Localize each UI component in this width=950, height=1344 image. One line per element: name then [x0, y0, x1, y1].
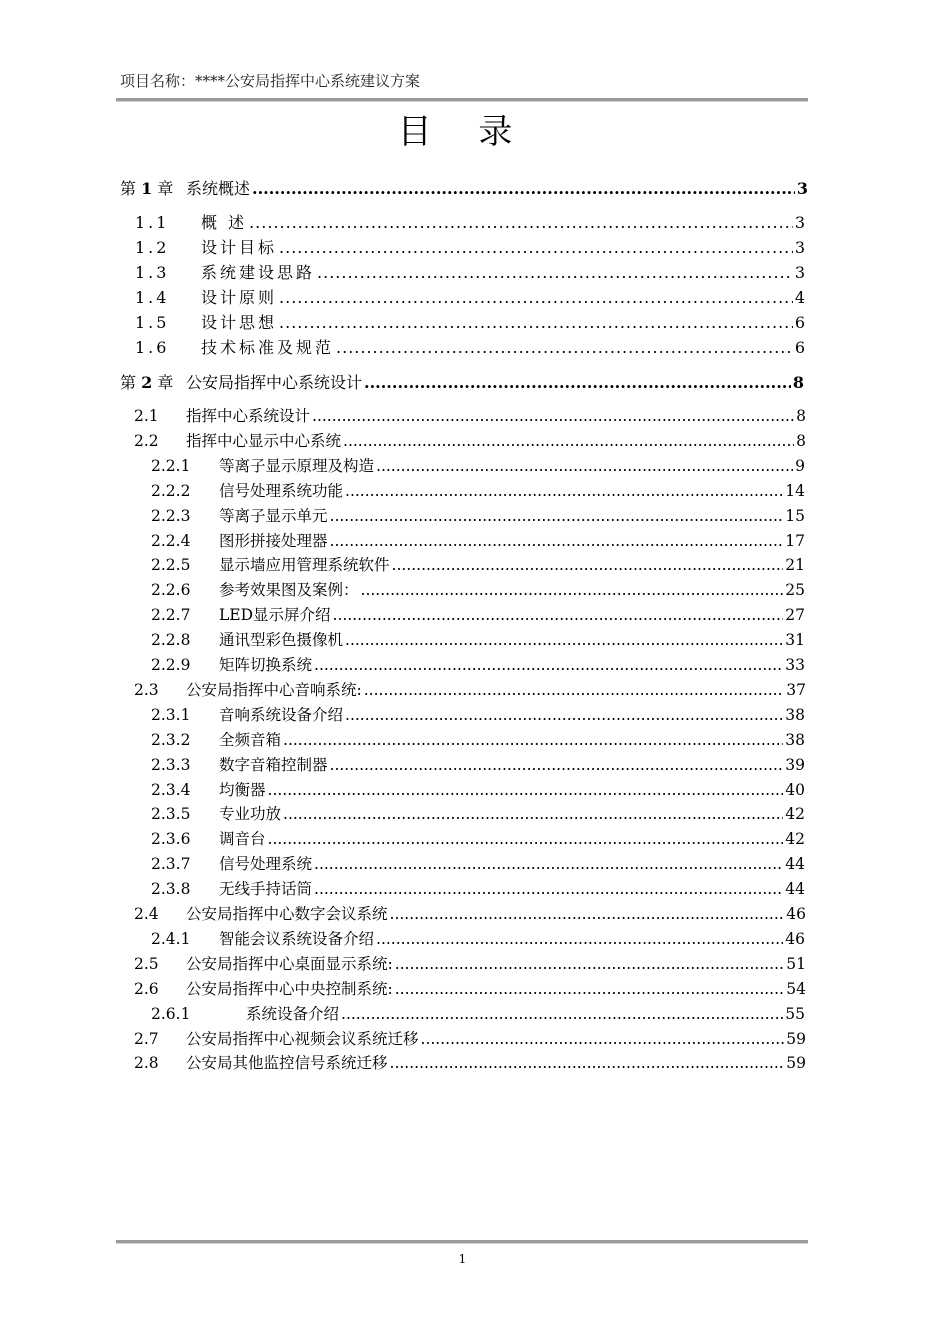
page-ref: 37	[786, 680, 806, 699]
entry-title: 通讯型彩色摄像机	[219, 631, 344, 650]
dot-leader	[336, 338, 793, 357]
dot-leader	[314, 880, 783, 898]
dot-leader	[395, 955, 785, 973]
section-title: 概 述	[201, 213, 248, 232]
page-ref: 8	[792, 373, 804, 392]
entry-title: 指挥中心显示中心系统	[186, 431, 342, 450]
dot-leader	[390, 905, 785, 923]
toc-entry-2-2-3[interactable]	[151, 504, 805, 526]
section-number: 1.4	[135, 288, 170, 307]
page-ref: 59	[786, 1054, 806, 1073]
entry-number: 2.3.4	[151, 780, 191, 799]
toc-entry-2-5[interactable]	[134, 952, 806, 974]
page-ref: 27	[785, 606, 805, 625]
dot-leader	[376, 930, 783, 948]
section-title: 设计原则	[201, 288, 278, 307]
dot-leader	[421, 1030, 785, 1048]
entry-title: 公安局其他监控信号系统迁移	[186, 1054, 388, 1073]
page-ref: 3	[794, 213, 808, 232]
page-ref: 3	[796, 179, 808, 198]
dot-leader	[283, 731, 783, 749]
toc-entry-2-2-1[interactable]	[151, 454, 805, 476]
toc-entry-2-2-9[interactable]	[151, 653, 805, 675]
entry-title: 无线手持话筒	[219, 880, 313, 899]
page-ref: 9	[795, 456, 805, 475]
entry-title: 公安局指挥中心桌面显示系统:	[186, 954, 393, 973]
entry-title: 公安局指挥中心音响系统:	[186, 680, 362, 699]
dot-leader	[317, 263, 793, 282]
entry-title: 矩阵切换系统	[219, 656, 313, 674]
toc-section-1-2[interactable]	[135, 235, 808, 258]
section-number: 1.1	[135, 213, 170, 232]
page-ref: 14	[785, 481, 805, 500]
entry-number: 2.2.9	[151, 656, 191, 674]
entry-title: 图形拼接处理器	[219, 531, 328, 550]
entry-number: 2.2.3	[151, 506, 191, 525]
toc-entry-2-3-5[interactable]	[151, 802, 805, 824]
toc-section-1-6[interactable]	[135, 335, 808, 358]
entry-number: 2.3.6	[151, 830, 191, 849]
chapter-title: 公安局指挥中心系统设计	[186, 373, 363, 392]
toc-entry-2-2[interactable]	[134, 429, 806, 451]
dot-leader	[343, 432, 794, 450]
entry-number: 2.2.7	[151, 606, 191, 625]
entry-title: 公安局指挥中心数字会议系统	[186, 905, 388, 923]
dot-leader	[392, 556, 784, 574]
toc-entry-2-4[interactable]	[134, 902, 806, 924]
section-title: 设计思想	[201, 313, 278, 332]
toc-entry-2-1[interactable]	[134, 404, 806, 426]
entry-number: 2.3.5	[151, 805, 191, 824]
toc-entry-2-3-3[interactable]	[151, 753, 805, 775]
section-title: 技术标准及规范	[201, 338, 335, 357]
toc-entry-2-6-1[interactable]	[151, 1002, 805, 1024]
toc-section-1-5[interactable]	[135, 310, 808, 333]
entry-number: 2.6.1	[151, 1004, 191, 1023]
toc-entry-2-2-2[interactable]	[151, 479, 805, 501]
page-ref: 38	[785, 705, 805, 724]
dot-leader	[279, 238, 793, 257]
entry-title: 专业功放	[219, 805, 282, 824]
toc-entry-2-3-7[interactable]	[151, 852, 805, 874]
chapter-number: 第 1 章	[120, 179, 174, 198]
chapter-number: 第 2 章	[120, 373, 174, 392]
dot-leader	[268, 830, 784, 848]
document-header: 项目名称：****公安局指挥中心系统建议方案	[120, 72, 421, 90]
toc-entry-2-3-4[interactable]	[151, 778, 805, 800]
dot-leader	[330, 532, 784, 550]
entry-title: 全频音箱	[219, 730, 282, 749]
toc-entry-2-2-4[interactable]	[151, 529, 805, 551]
entry-number: 2.2.4	[151, 531, 191, 550]
entry-number: 2.3.3	[151, 755, 191, 774]
entry-title: 公安局指挥中心视频会议系统迁移	[186, 1029, 419, 1048]
entry-number: 2.4.1	[151, 929, 191, 948]
page-ref: 17	[785, 531, 805, 550]
toc-entry-2-2-6[interactable]	[151, 578, 805, 600]
footer-rule	[116, 1240, 808, 1244]
page-ref: 44	[785, 880, 805, 899]
toc-chapter-1[interactable]	[120, 176, 808, 199]
page-ref: 59	[786, 1029, 806, 1048]
dot-leader	[390, 1054, 785, 1072]
page-ref: 42	[785, 805, 805, 824]
entry-number: 2.3.7	[151, 855, 191, 874]
page-ref: 15	[785, 506, 805, 525]
dot-leader	[330, 756, 784, 774]
entry-title: 音响系统设备介绍	[219, 705, 344, 724]
chapter-title: 系统概述	[186, 179, 251, 198]
entry-number: 2.7	[134, 1029, 159, 1048]
toc-entry-2-3[interactable]	[134, 678, 806, 700]
toc-section-1-3[interactable]	[135, 260, 808, 283]
dot-leader	[312, 407, 794, 425]
entry-title: 系统设备介绍	[246, 1004, 340, 1023]
entry-number: 2.1	[134, 407, 159, 425]
page-ref: 25	[785, 581, 805, 600]
page-ref: 38	[785, 730, 805, 749]
dot-leader	[279, 313, 793, 332]
dot-leader	[279, 288, 793, 307]
page-ref: 3	[794, 263, 808, 282]
section-number: 1.6	[135, 338, 170, 357]
entry-number: 2.2.8	[151, 631, 191, 650]
toc-chapter-2[interactable]	[120, 370, 804, 393]
section-number: 1.3	[135, 263, 170, 282]
toc-entry-2-3-6[interactable]	[151, 827, 805, 849]
page-ref: 39	[785, 755, 805, 774]
dot-leader	[376, 457, 793, 475]
entry-title: 智能会议系统设备介绍	[219, 929, 375, 948]
toc-section-1-4[interactable]	[135, 285, 808, 308]
dot-leader	[341, 1005, 783, 1023]
entry-number: 2.2.6	[151, 581, 191, 600]
page-ref: 3	[794, 238, 808, 257]
page-ref: 6	[794, 338, 808, 357]
dot-leader	[345, 631, 783, 649]
entry-title: 指挥中心系统设计	[186, 407, 311, 425]
section-title: 设计目标	[201, 238, 278, 257]
entry-title: LED显示屏介绍	[219, 606, 331, 625]
entry-title: 公安局指挥中心中央控制系统:	[186, 979, 393, 998]
page-ref: 44	[785, 855, 805, 874]
page-ref: 42	[785, 830, 805, 849]
page-ref: 21	[785, 556, 805, 575]
dot-leader	[283, 805, 783, 823]
entry-number: 2.2	[134, 431, 159, 450]
page-ref: 46	[785, 929, 805, 948]
entry-title: 调音台	[219, 830, 266, 849]
entry-number: 2.2.1	[151, 456, 191, 475]
entry-number: 2.3.8	[151, 880, 191, 899]
page-ref: 31	[785, 631, 805, 650]
entry-title: 信号处理系统	[219, 855, 313, 874]
toc-entry-2-3-8[interactable]	[151, 877, 805, 899]
dot-leader	[345, 706, 783, 724]
dot-leader	[268, 781, 784, 799]
section-title: 系统建设思路	[201, 263, 316, 282]
entry-title: 等离子显示单元	[219, 506, 328, 525]
toc-title: 目 录	[397, 112, 531, 152]
entry-title: 参考效果图及案例：	[219, 581, 359, 600]
toc-entry-2-2-8[interactable]	[151, 628, 805, 650]
dot-leader	[314, 855, 783, 873]
page-ref: 8	[796, 431, 806, 450]
page-ref: 8	[796, 407, 806, 425]
entry-number: 2.5	[134, 954, 159, 973]
page-ref: 54	[786, 979, 806, 998]
dot-leader	[345, 482, 783, 500]
entry-title: 信号处理系统功能	[219, 481, 344, 500]
entry-number: 2.4	[134, 905, 159, 923]
entry-number: 2.6	[134, 979, 159, 998]
dot-leader	[252, 179, 795, 198]
toc-entry-2-8[interactable]	[134, 1051, 806, 1073]
page-ref: 4	[794, 288, 808, 307]
dot-leader	[333, 606, 784, 624]
entry-number: 2.2.2	[151, 481, 191, 500]
toc-section-1-1[interactable]	[135, 210, 808, 233]
entry-number: 2.3.2	[151, 730, 191, 749]
dot-leader	[314, 656, 783, 674]
dot-leader	[364, 681, 785, 699]
page-ref: 40	[785, 780, 805, 799]
toc-entry-2-7[interactable]	[134, 1027, 806, 1049]
entry-title: 数字音箱控制器	[219, 755, 328, 774]
toc-entry-2-2-5[interactable]	[151, 553, 805, 575]
page-number: 1	[458, 1252, 467, 1266]
section-number: 1.5	[135, 313, 170, 332]
section-number: 1.2	[135, 238, 170, 257]
toc-entry-2-6[interactable]	[134, 977, 806, 999]
dot-leader	[361, 581, 784, 599]
page-ref: 55	[785, 1004, 805, 1023]
page-ref: 46	[786, 905, 806, 923]
toc-entry-2-3-2[interactable]	[151, 728, 805, 750]
entry-number: 2.3.1	[151, 705, 191, 724]
entry-number: 2.8	[134, 1054, 159, 1073]
toc-entry-2-3-1[interactable]	[151, 703, 805, 725]
dot-leader	[330, 507, 784, 525]
page-ref: 51	[786, 954, 806, 973]
entry-title: 均衡器	[219, 780, 266, 799]
entry-title: 等离子显示原理及构造	[219, 456, 375, 475]
entry-number: 2.2.5	[151, 556, 191, 575]
toc-entry-2-4-1[interactable]	[151, 927, 805, 949]
dot-leader	[364, 373, 791, 392]
entry-title: 显示墙应用管理系统软件	[219, 556, 390, 575]
dot-leader	[395, 980, 785, 998]
entry-number: 2.3	[134, 680, 159, 699]
toc-entry-2-2-7[interactable]	[151, 603, 805, 625]
page-ref: 33	[785, 656, 805, 674]
dot-leader	[249, 213, 793, 232]
page-ref: 6	[794, 313, 808, 332]
